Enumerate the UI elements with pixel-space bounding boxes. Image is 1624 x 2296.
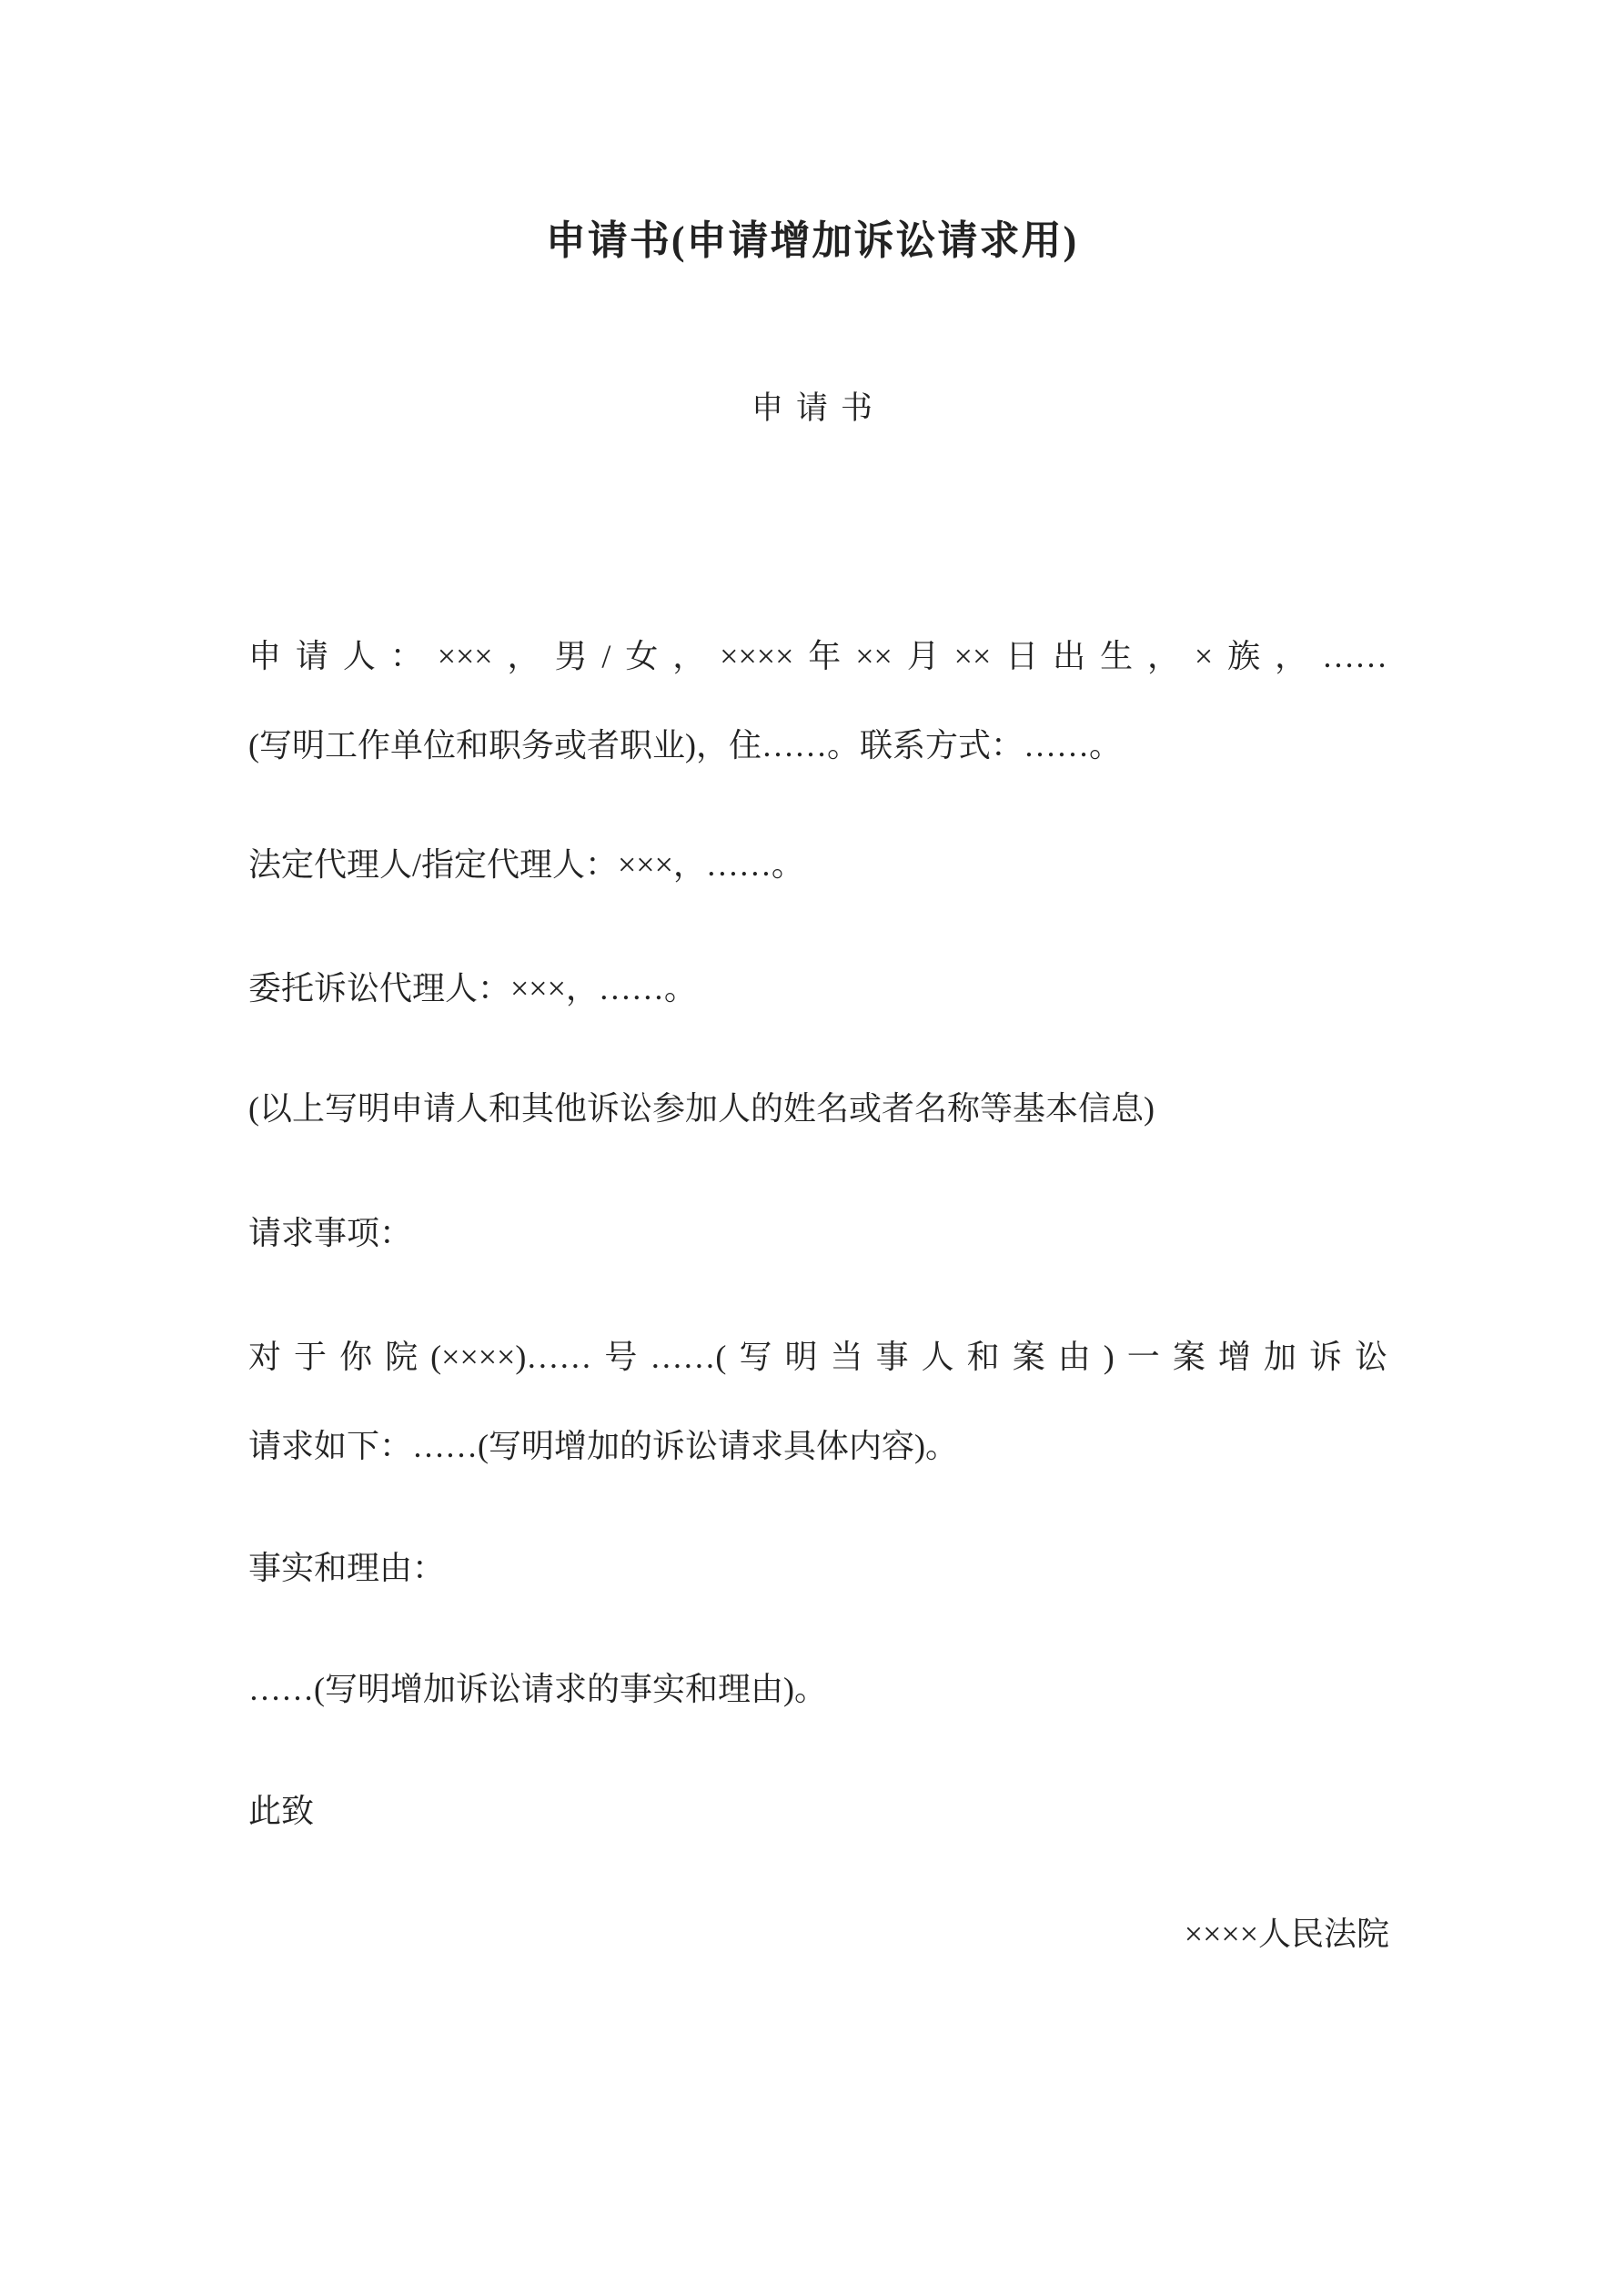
- document-title: 申请书(申请增加诉讼请求用): [545, 218, 1079, 263]
- paragraph-applicant-info: [248, 612, 1387, 790]
- text-line-closing: 此致: [248, 1793, 315, 1829]
- text-line-request-body-2: 请求如下：……(写明增加的诉讼请求具体内容)。: [248, 1428, 958, 1464]
- paragraph-closing: [248, 1766, 1387, 1856]
- text-line-note-basic-info: (以上写明申请人和其他诉讼参加人的姓名或者名称等基本信息): [248, 1090, 1155, 1127]
- paragraph-note-basic-info: [248, 1064, 1387, 1153]
- text-line-request-heading: 请求事项：: [248, 1215, 413, 1251]
- text-line-legal-agent: 法定代理人/指定代理人：×××，……。: [248, 846, 804, 883]
- paragraph-facts-heading: [248, 1523, 1387, 1613]
- text-line-facts-body: ……(写明增加诉讼请求的事实和理由)。: [248, 1671, 827, 1707]
- text-line-request-body-1: 对于你院(××××)……号……(写明当事人和案由)一案增加诉讼: [248, 1339, 1387, 1375]
- text-line-entrusted-agent: 委托诉讼代理人：×××，……。: [248, 970, 697, 1006]
- paragraph-request-body: [248, 1312, 1387, 1491]
- text-line-applicant-2: (写明工作单位和职务或者职业)，住……。联系方式：……。: [248, 727, 1122, 764]
- paragraph-request-heading: [248, 1188, 1387, 1278]
- text-line-facts-heading: 事实和理由：: [248, 1550, 446, 1586]
- paragraph-entrusted-agent: [248, 944, 1387, 1033]
- paragraph-court-name: [248, 1889, 1389, 1978]
- document-subtitle: 申请书: [751, 390, 885, 426]
- text-line-court-name: ××××人民法院: [1184, 1916, 1389, 1952]
- text-line-applicant-1: 申请人：×××，男/女，××××年××月××日出生，×族，……: [248, 638, 1387, 674]
- paragraph-legal-agent: [248, 820, 1387, 909]
- paragraph-facts-body: [248, 1644, 1387, 1734]
